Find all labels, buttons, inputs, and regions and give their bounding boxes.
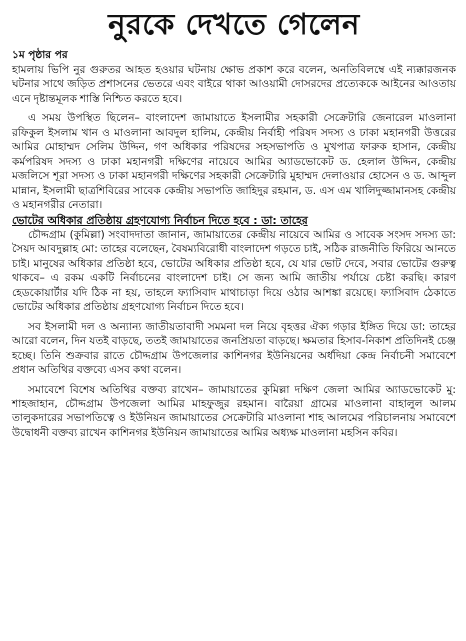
subheading: ভোটের অধিকার প্রতিষ্ঠায় গ্রহণযোগ্য নির্বাচন দিতে হবে : ডা: তাহের xyxy=(12,213,308,227)
paragraph-attendees: এ সময় উপস্থিত ছিলেন– বাংলাদেশ জামায়াতে ইসলামীর সহকারী সেক্রেটারি জেনারেল মাওলানা রফিকুল ইসলাম খান ও মাওলানা আবদুল হালিম, কেন্দ্রীয় নির্বাহী পরিষদ সদস্য ও ঢাকা মহানগরী উত্তরের আমির মোহাম্মদ সেলিম উদ্দিন, গণ অধিকার পরিষদের সহসভাপতি ও মুখপাত্র ফারুক হাসান, কেন্দ্রীয় কর্মপরিষদ সদস্য ও ঢাকা মহানগরী দক্ষিণের নায়েবে আমির অ্যাডভোকেট ড. হেলাল উদ্দিন, কেন্দ্রীয় মজলিসে শূরা সদস্য ও ঢাকা মহানগরী দক্ষিণের সহকারী সেক্রেটারি মুহাম্মদ দেলাওয়ার হোসেন ও ড. আব্দুল মান্নান, ইসলামী ছাত্রশিবিরের সাবেক কেন্দ্রীয় সভাপতি জাহিদুর রহমান, ড. এস এম খালিদুজ্জামানসহ কেন্দ্রীয় ও মহানগরীর নেতারা। xyxy=(12,112,456,212)
paragraph-intro: হামলায় ভিপি নুর গুরুতর আহত হওয়ার ঘটনায় ক্ষোভ প্রকাশ করে বলেন, অনতিবিলম্বে এই ন্যক্কারজনক ঘটনার সাথে জড়িত প্রশাসনের ভেতরে এবং বাইরে থাকা আওয়ামী দোসরদের প্রত্যেককে আইনের আওতায় এনে দৃষ্টান্তমূলক শাস্তি নিশ্চিত করতে হবে। xyxy=(12,64,456,105)
headline: নুরকে দেখতে গেলেন xyxy=(108,7,360,41)
paragraph-guests: সমাবেশে বিশেষ অতিথির বক্তব্য রাখেন– জামায়াতের কুমিল্লা দক্ষিণ জেলা আমির অ্যাডভোকেট মু: শাহজাহান, চৌদ্দগ্রাম উপজেলা আমির মাহফুজুর রহমান। বারৈয়া গ্রামের মাওলানা বাহালুল আলম তালুকদারের সভাপতিত্বে ও ইউনিয়ন জামায়াতের সেক্রেটারি মাওলানা শাহ আলমের পরিচালনায় সমাবেশে উদ্বোধনী বক্তব্য রাখেন কাশিনগর ইউনিয়ন জামায়াতের আমির অধ্যক্ষ মাওলানা মহসিন কবির। xyxy=(12,383,456,439)
continued-from-label: ১ম পৃষ্ঠার পর xyxy=(12,49,68,61)
paragraph-unity: সব ইসলামী দল ও অন্যান্য জাতীয়তাবাদী সমমনা দল নিয়ে বৃহত্তর ঐক্য গড়ার ইঙ্গিত দিয়ে ডা: তাহের আরো বলেন, দিন যতই বাড়ছে, ততই জামায়াতের জনপ্রিয়তা বাড়ছে। ক্ষমতার হিসাব-নিকাশ প্রতিদিনই চেঞ্জ হচ্ছে। তিনি শুক্রবার রাতে চৌদ্দগ্রাম উপজেলার কাশিনগর ইউনিয়নের অর্ধদিয়া কেন্দ্র নির্বাচনী সমাবেশে প্রধান অতিথির বক্তব্যে এসব কথা বলেন। xyxy=(12,320,456,377)
paragraph-speech: চৌদ্দগ্রাম (কুমিল্লা) সংবাদদাতা জানান, জামায়াতের কেন্দ্রীয় নায়েবে আমির ও সাবেক সংসদ সদস্য ডা: সৈয়দ আবদুল্লাহ মো: তাহের বলেছেন, বৈষম্যবিরোধী বাংলাদেশ গড়তে চাই, সঠিক রাজনীতি ফিরিয়ে আনতে চাই। মানুষের অধিকার প্রতিষ্ঠা হবে, ভোটের অধিকার প্রতিষ্ঠা হবে, যে যার ভোট দেবে, সবার ভোটের গুরুত্ব থাকবে– এ রকম একটি নির্বাচনের বাংলাদেশ চাই। সে জন্য আমি জাতীয় পর্যায়ে চেষ্টা করছি। কারণ হেডকোয়ার্টার যদি ঠিক না হয়, তাহলে ফ্যাসিবাদ মাথাচাড়া দিয়ে ওঠার আশঙ্কা রয়েছে। ফ্যাসিবাদ ঠেকাতে ভোটের অধিকার প্রতিষ্ঠায় গ্রহণযোগ্য নির্বাচন দিতে হবে। xyxy=(12,229,456,314)
